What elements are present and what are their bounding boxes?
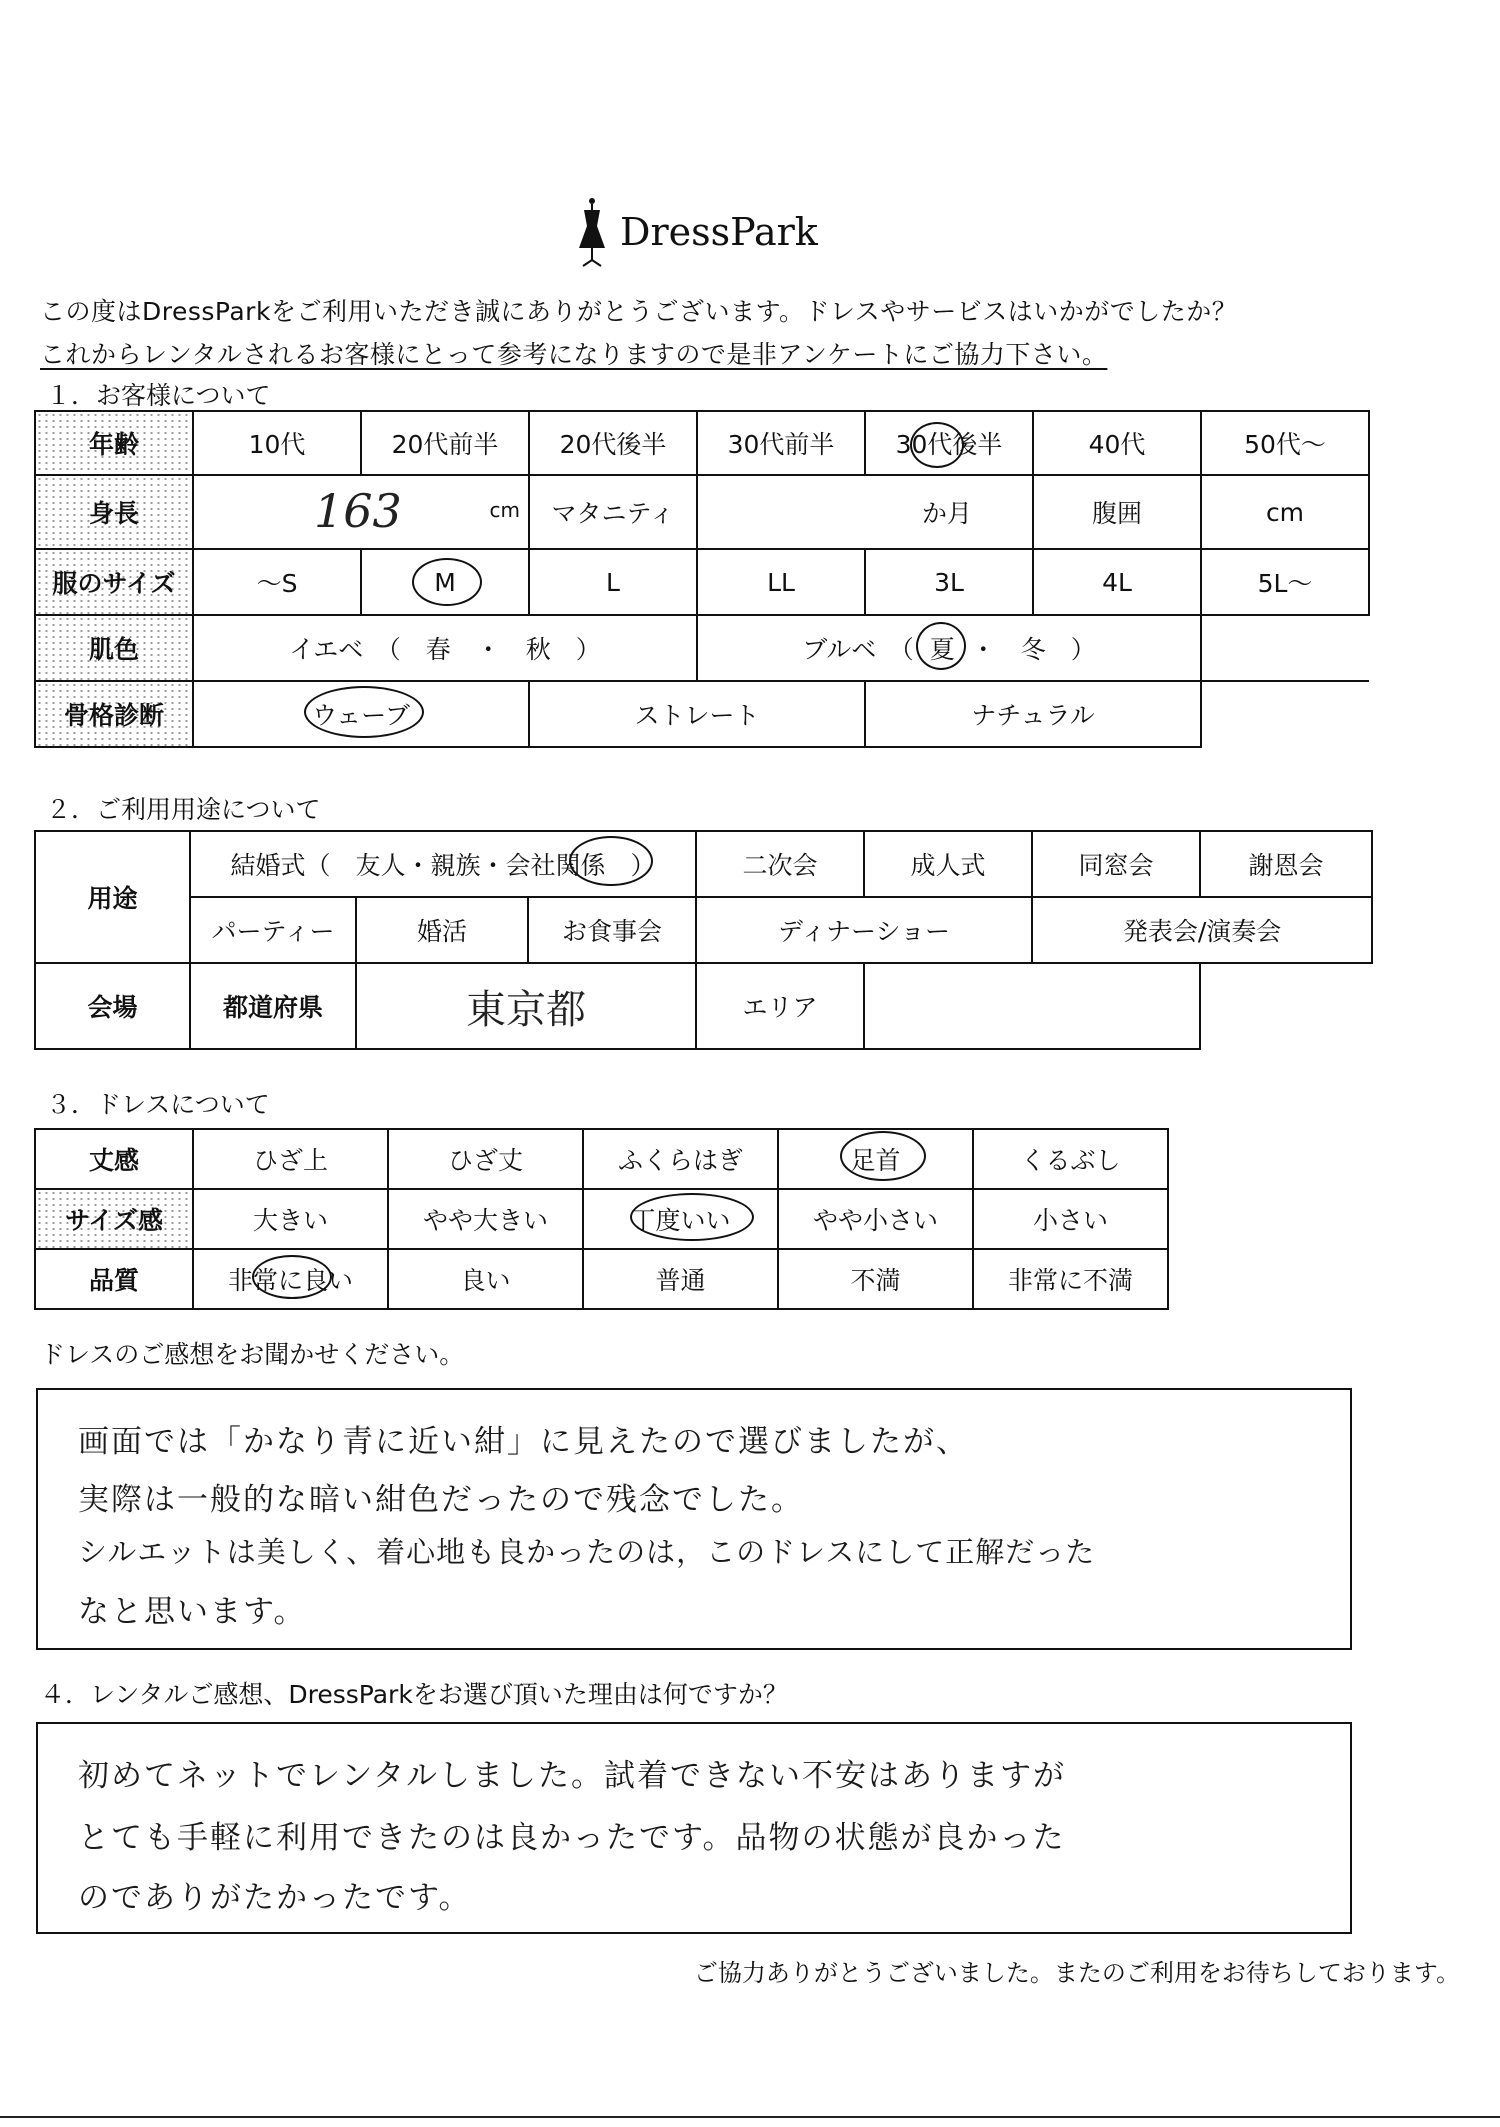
divider bbox=[0, 2116, 1500, 2118]
purpose-option[interactable]: ディナーショー bbox=[696, 897, 1032, 963]
size-option[interactable]: 5L～ bbox=[1201, 549, 1369, 615]
footer-thanks: ご協力ありがとうございました。またのご利用をお待ちしております。 bbox=[693, 1959, 1460, 1987]
bone-wave-label: ウェーブ bbox=[312, 701, 410, 730]
height-value: 163 bbox=[314, 484, 402, 538]
quality-option[interactable]: 不満 bbox=[778, 1249, 973, 1309]
rental-feedback-line: とても手軽に利用できたのは良かったです。品物の状態が良かった bbox=[78, 1820, 1066, 1856]
quality-selected bbox=[228, 1261, 353, 1297]
empty-cell bbox=[1201, 681, 1369, 747]
prefecture-label: 都道府県 bbox=[190, 963, 356, 1049]
age-option[interactable]: 40代 bbox=[1033, 411, 1201, 475]
purpose-option[interactable]: 謝恩会 bbox=[1200, 831, 1372, 897]
fit-label: サイズ感 bbox=[35, 1189, 193, 1249]
quality-selected-label: 非常に良い bbox=[227, 1266, 353, 1295]
brand-name: DressPark bbox=[620, 210, 818, 254]
selection-circle bbox=[910, 422, 964, 468]
size-label: 服のサイズ bbox=[35, 549, 193, 615]
purpose-option[interactable]: パーティー bbox=[190, 897, 356, 963]
section-1-title: １．お客様について bbox=[46, 381, 271, 410]
size-option[interactable]: LL bbox=[697, 549, 865, 615]
length-option[interactable]: ふくらはぎ bbox=[583, 1129, 778, 1189]
section-3-title: ３．ドレスについて bbox=[46, 1090, 270, 1119]
customer-table bbox=[34, 410, 1370, 748]
prefecture-value: 東京都 bbox=[466, 986, 587, 1033]
size-option[interactable]: 4L bbox=[1033, 549, 1201, 615]
skin-yellow-option[interactable]: イエベ （ 春 ・ 秋 ） bbox=[193, 615, 697, 681]
area-field[interactable] bbox=[864, 963, 1200, 1049]
area-label: エリア bbox=[696, 963, 864, 1049]
brand-logo bbox=[572, 196, 832, 268]
bone-label: 骨格診断 bbox=[35, 681, 193, 747]
maternity-label: マタニティ bbox=[529, 475, 697, 549]
skin-blue-prefix: ブルベ （ bbox=[802, 635, 914, 664]
purpose-option[interactable]: 婚活 bbox=[356, 897, 528, 963]
skin-blue-option[interactable] bbox=[697, 615, 1201, 681]
length-option[interactable]: くるぶし bbox=[973, 1129, 1168, 1189]
age-label: 年齢 bbox=[35, 411, 193, 475]
age-option-selected[interactable] bbox=[865, 411, 1033, 475]
length-selected-label: 足首 bbox=[850, 1146, 901, 1175]
quality-option[interactable]: 良い bbox=[388, 1249, 583, 1309]
height-unit: cm bbox=[489, 498, 520, 522]
quality-option[interactable]: 非常に不満 bbox=[973, 1249, 1168, 1309]
bone-option-selected[interactable] bbox=[193, 681, 529, 747]
empty-cell bbox=[1200, 963, 1372, 1049]
fit-option-selected[interactable] bbox=[583, 1189, 778, 1249]
waist-unit[interactable]: cm bbox=[1201, 475, 1369, 549]
age-option[interactable]: 30代前半 bbox=[697, 411, 865, 475]
age-option[interactable]: 10代 bbox=[193, 411, 361, 475]
purpose-option[interactable]: 発表会/演奏会 bbox=[1032, 897, 1372, 963]
length-option-selected[interactable] bbox=[778, 1129, 973, 1189]
impressions-line: シルエットは美しく、着心地も良かったのは，このドレスにして正解だった bbox=[78, 1535, 1096, 1569]
purpose-option[interactable]: 成人式 bbox=[864, 831, 1032, 897]
fit-option[interactable]: 小さい bbox=[973, 1189, 1168, 1249]
skin-summer bbox=[922, 630, 963, 666]
impressions-line: 実際は一般的な暗い紺色だったので残念でした。 bbox=[78, 1482, 804, 1518]
selection-circle bbox=[916, 622, 966, 670]
wedding-text bbox=[231, 846, 656, 882]
skin-label: 肌色 bbox=[35, 615, 193, 681]
rental-feedback-line: のでありがたかったです。 bbox=[78, 1880, 472, 1916]
age-option[interactable]: 50代～ bbox=[1201, 411, 1369, 475]
length-option[interactable]: ひざ丈 bbox=[388, 1129, 583, 1189]
rental-feedback-line: 初めてネットでレンタルしました。試着できない不安はありますが bbox=[78, 1758, 1066, 1794]
age-option-label: 30代後半 bbox=[895, 430, 1003, 459]
dress-form-icon bbox=[572, 196, 612, 268]
selection-circle bbox=[412, 558, 482, 606]
waist-label: 腹囲 bbox=[1033, 475, 1201, 549]
intro-line-2: これからレンタルされるお客様にとって参考になりますので是非アンケートにご協力下さい。 bbox=[40, 340, 1108, 369]
impressions-line: なと思います。 bbox=[78, 1594, 307, 1630]
selection-circle bbox=[630, 1193, 754, 1241]
skin-blue-suffix: ・ 冬 ） bbox=[970, 635, 1096, 664]
impressions-line: 画面では「かなり青に近い紺」に見えたので選びましたが、 bbox=[78, 1424, 969, 1460]
purpose-option[interactable]: お食事会 bbox=[528, 897, 696, 963]
section-4-title: ４．レンタルご感想、DressParkをお選び頂いた理由は何ですか？ bbox=[40, 1680, 788, 1709]
age-option[interactable]: 20代前半 bbox=[361, 411, 529, 475]
size-option-label: M bbox=[434, 567, 456, 597]
height-label: 身長 bbox=[35, 475, 193, 549]
impressions-box[interactable] bbox=[36, 1388, 1352, 1650]
selection-circle bbox=[569, 836, 653, 886]
bone-option[interactable]: ストレート bbox=[529, 681, 865, 747]
quality-option[interactable]: 普通 bbox=[583, 1249, 778, 1309]
selection-circle bbox=[840, 1131, 926, 1181]
wedding-label: 結婚式（ 友人・親族・会社関係 ） bbox=[230, 851, 656, 880]
rental-feedback-box[interactable] bbox=[36, 1722, 1352, 1934]
fit-selected bbox=[630, 1201, 730, 1237]
height-cell[interactable] bbox=[193, 475, 529, 549]
size-option[interactable]: ～S bbox=[193, 549, 361, 615]
venue-label: 会場 bbox=[35, 963, 190, 1049]
purpose-option[interactable]: 二次会 bbox=[696, 831, 864, 897]
empty-cell bbox=[1201, 615, 1369, 681]
selection-circle bbox=[252, 1255, 332, 1299]
purpose-option[interactable]: 同窓会 bbox=[1032, 831, 1200, 897]
intro-line-1: この度はDressParkをご利用いただき誠にありがとうございます。ドレスやサービスはいかがでしたか？ bbox=[40, 297, 1238, 326]
section-2-title: ２．ご利用用途について bbox=[46, 795, 321, 824]
impressions-title: ドレスのご感想をお聞かせください。 bbox=[40, 1340, 465, 1369]
size-option[interactable]: L bbox=[529, 549, 697, 615]
fit-option[interactable]: やや小さい bbox=[778, 1189, 973, 1249]
purpose-label: 用途 bbox=[35, 831, 190, 963]
skin-summer-label: 夏 bbox=[929, 635, 955, 664]
selection-circle bbox=[304, 686, 424, 738]
age-option[interactable]: 20代後半 bbox=[529, 411, 697, 475]
length-label: 丈感 bbox=[35, 1129, 193, 1189]
bone-option[interactable]: ナチュラル bbox=[865, 681, 1201, 747]
quality-label: 品質 bbox=[35, 1249, 193, 1309]
fit-selected-label: 丁度いい bbox=[630, 1206, 731, 1235]
fit-option[interactable]: やや大きい bbox=[388, 1189, 583, 1249]
dress-table bbox=[34, 1128, 1169, 1310]
quality-option-selected[interactable] bbox=[193, 1249, 388, 1309]
purpose-table bbox=[34, 830, 1373, 1050]
fit-option[interactable]: 大きい bbox=[193, 1189, 388, 1249]
maternity-months[interactable]: か月 bbox=[697, 475, 1033, 549]
size-option-selected[interactable] bbox=[361, 549, 529, 615]
wedding-option[interactable] bbox=[190, 831, 696, 897]
length-selected bbox=[850, 1141, 900, 1177]
bone-wave bbox=[312, 696, 410, 732]
size-option[interactable]: 3L bbox=[865, 549, 1033, 615]
prefecture-field[interactable] bbox=[356, 963, 696, 1049]
length-option[interactable]: ひざ上 bbox=[193, 1129, 388, 1189]
